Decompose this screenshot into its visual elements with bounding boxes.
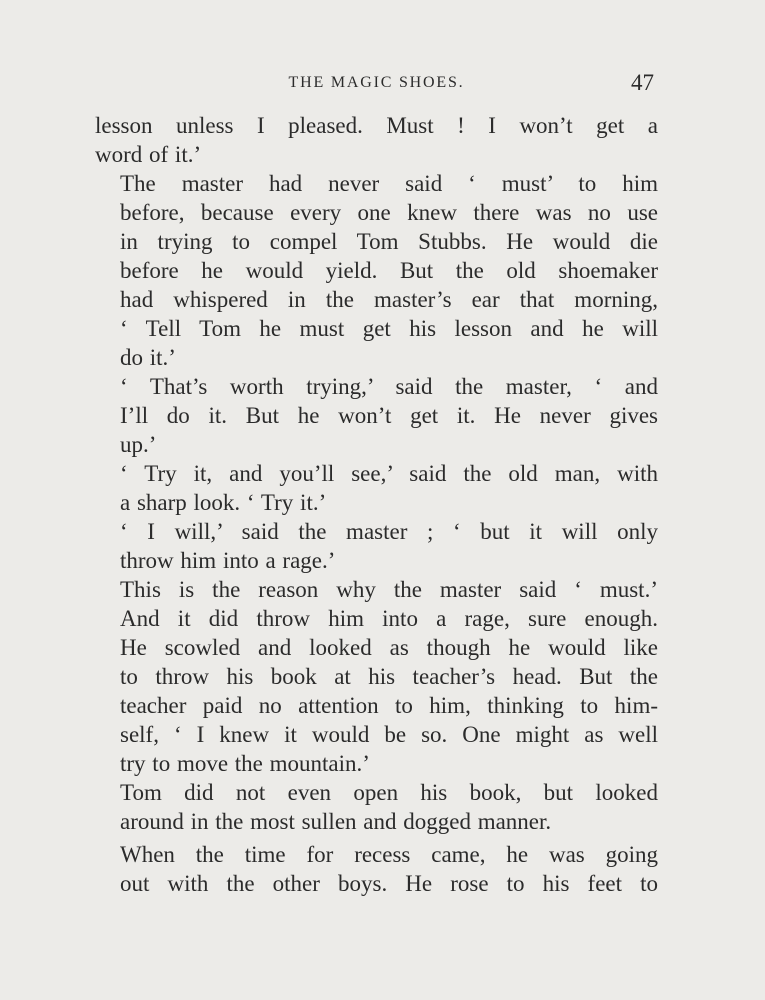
text-line: had whispered in the master’s ear that morning, — [120, 287, 658, 312]
text-line: ‘ I will,’ said the master ; ‘ but it will only — [120, 519, 658, 544]
page-number: 47 — [631, 70, 654, 95]
text-line: to throw his book at his teacher’s head. But the — [120, 664, 658, 689]
paragraph — [95, 517, 658, 575]
text-line: ‘ Try it, and you’ll see,’ said the old man, with — [120, 461, 658, 486]
text-line: lesson unless I pleased. Must ! I won’t get a — [95, 113, 658, 138]
text-line: When the time for recess came, he was going — [120, 842, 658, 867]
paragraph — [95, 459, 658, 517]
text-line: up.’ — [120, 432, 157, 457]
paragraph — [95, 169, 658, 372]
text-line: before, because every one knew there was no use — [120, 200, 658, 225]
text-line: ‘ Tell Tom he must get his lesson and he will — [120, 316, 658, 341]
running-title: THE MAGIC SHOES. — [288, 74, 465, 91]
paragraph — [95, 575, 658, 778]
text-line: out with the other boys. He rose to his feet to — [120, 871, 658, 896]
running-header — [95, 70, 658, 104]
text-line: He scowled and looked as though he would like — [120, 635, 658, 660]
text-line: teacher paid no attention to him, thinking to him- — [120, 693, 658, 718]
text-line: The master had never said ‘ must’ to him — [120, 171, 658, 196]
text-line: Tom did not even open his book, but looked — [120, 780, 658, 805]
text-line: I’ll do it. But he won’t get it. He never gives — [120, 403, 658, 428]
paragraph — [95, 372, 658, 459]
paragraph — [95, 778, 658, 836]
text-line: throw him into a rage.’ — [120, 548, 336, 573]
text-line: do it.’ — [120, 345, 176, 370]
text-line: And it did throw him into a rage, sure enough. — [120, 606, 658, 631]
text-line: around in the most sullen and dogged manner. — [120, 809, 552, 834]
text-line: word of it.’ — [95, 142, 202, 167]
text-line: try to move the mountain.’ — [120, 751, 370, 776]
text-line: in trying to compel Tom Stubbs. He would die — [120, 229, 658, 254]
text-line: a sharp look. ‘ Try it.’ — [120, 490, 327, 515]
paragraph — [95, 111, 658, 169]
paragraph — [95, 840, 658, 898]
text-line: before he would yield. But the old shoemaker — [120, 258, 658, 283]
text-line: ‘ That’s worth trying,’ said the master, ‘ and — [120, 374, 658, 399]
body-text — [95, 111, 658, 898]
text-line: This is the reason why the master said ‘ must.’ — [120, 577, 658, 602]
text-line: self, ‘ I knew it would be so. One might as well — [120, 722, 658, 747]
